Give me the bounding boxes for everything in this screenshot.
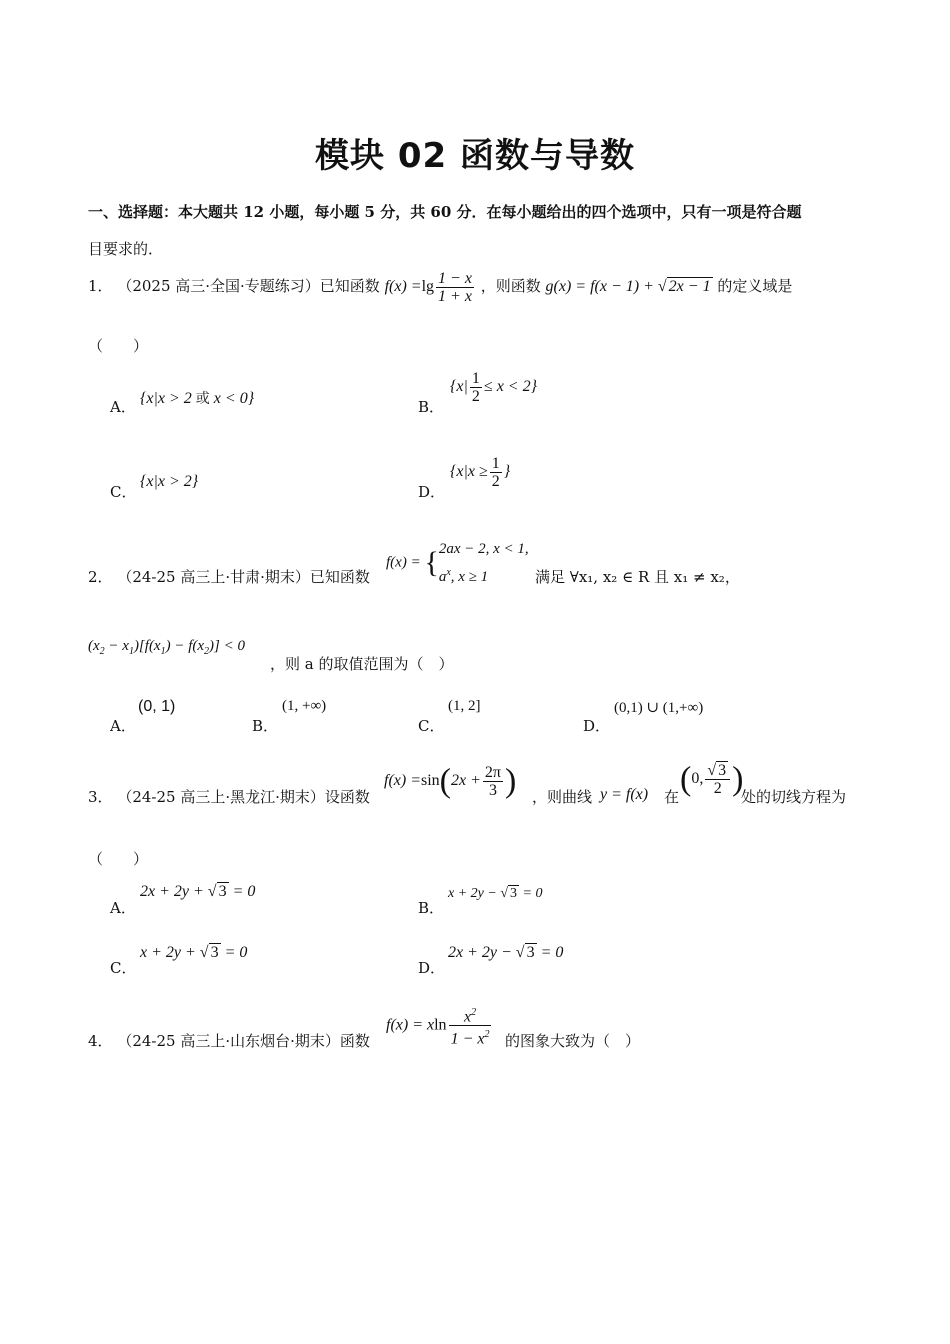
question-3-option-b-math[interactable]: x + 2y − √ 3 = 0 (448, 886, 543, 901)
question-2-number: 2． (88, 568, 113, 586)
question-3-mid-text: ，则曲线 (532, 788, 593, 806)
question-3-option-d-math[interactable]: 2x + 2y − √ 3 = 0 (448, 944, 564, 961)
question-2-option-a-label[interactable]: A． (110, 717, 136, 735)
question-1-option-b-math[interactable]: {x| $\frac{1}{2}$ ≤ x < 2} (450, 370, 537, 405)
question-1-function-g: g(x) = f(x − 1) + √ 2x − 1 (545, 278, 711, 296)
question-2-inequality: $(x_2 - x_1)[f(x_1) - f(x_2)] < 0$ (88, 638, 245, 657)
question-4 (88, 1030, 370, 1051)
question-3-curve: y = f(x) (600, 786, 649, 803)
question-2-option-d-label[interactable]: D． (583, 717, 611, 735)
question-3-option-d-label[interactable]: D． (418, 959, 446, 977)
section-heading-line1: 一、选择题：本大题共 12 小题，每小题 5 分，共 60 分．在每小题给出的四个选项中，只有一项是符合题 (88, 203, 802, 221)
question-3-function-f: f(x) =sin(2x + $\frac{2\pi}{3}$ ) (384, 762, 517, 800)
question-4-number: 4． (88, 1032, 113, 1050)
question-2-option-d-math[interactable]: (0,1) ∪ (1,+∞) (614, 700, 704, 716)
question-3-paren: （ ） (88, 850, 149, 868)
question-4-source: （24-25 高三上·山东烟台·期末）函数 (117, 1032, 370, 1050)
question-3-option-a-math[interactable]: 2x + 2y + √ 3 = 0 (140, 883, 256, 900)
question-1-option-a-label[interactable]: A． (110, 398, 136, 416)
question-3 (88, 786, 370, 807)
question-1 (88, 270, 792, 305)
question-1-source: （2025 高三·全国·专题练习）已知函数 (117, 277, 380, 296)
question-2 (88, 566, 370, 587)
section-heading-line2: 目要求的． (88, 240, 164, 258)
question-2-condition: 满足 ∀x₁, x₂ ∈ R 且 x₁ ≠ x₂， (535, 568, 740, 586)
question-3-source: （24-25 高三上·黑龙江·期末）设函数 (117, 788, 370, 806)
question-1-option-b-label[interactable]: B． (418, 398, 445, 416)
question-4-end-text: 的图象大致为（ ） (505, 1032, 641, 1050)
question-2-option-c-label[interactable]: C． (418, 717, 445, 735)
question-3-option-a-label[interactable]: A． (110, 899, 136, 917)
question-2-source: （24-25 高三上·甘肃·期末）已知函数 (117, 568, 370, 586)
question-3-option-c-label[interactable]: C． (110, 959, 137, 977)
question-1-option-d-label[interactable]: D． (418, 483, 446, 501)
question-1-number: 1． (88, 277, 113, 296)
question-1-mid-text: ，则函数 (480, 277, 541, 296)
question-3-option-b-label[interactable]: B． (418, 899, 445, 917)
question-3-option-c-math[interactable]: x + 2y + √ 3 = 0 (140, 944, 248, 961)
question-2-piecewise-function: f(x) = { 2ax − 2, x < 1, $a^x$, x ≥ 1 (386, 541, 529, 585)
question-2-option-a-math[interactable]: (0, 1) (138, 698, 176, 715)
question-1-function-f: f(x) =lg $\frac{1 - x}{1 + x}$ (384, 270, 472, 305)
question-3-point: (0, $\frac{√ 3}{2}$ ) (680, 760, 744, 798)
question-2-option-c-math[interactable]: (1, 2] (448, 698, 481, 714)
question-2-end-text: ，则 a 的取值范围为（ ） (270, 655, 454, 673)
question-3-end-text: 处的切线方程为 (741, 788, 847, 806)
question-1-paren: （ ） (88, 337, 149, 355)
page-title: 模块 02 函数与导数 (315, 136, 635, 176)
question-1-option-c-math[interactable]: {x|x > 2} (140, 473, 199, 490)
question-1-end-text: 的定义域是 (717, 277, 793, 296)
question-2-option-b-label[interactable]: B． (252, 717, 279, 735)
question-3-number: 3． (88, 788, 113, 806)
question-4-function-f: f(x) = xln $\frac{x^2}{1 - x^2}$ (386, 1004, 493, 1048)
question-1-option-a-math[interactable]: {x|x > 2 或 x < 0} (140, 390, 255, 407)
question-1-option-c-label[interactable]: C． (110, 483, 137, 501)
question-2-option-b-math[interactable]: (1, +∞) (282, 698, 327, 714)
question-1-option-d-math[interactable]: {x|x ≥ $\frac{1}{2}$ } (450, 455, 511, 490)
question-3-at-text: 在 (664, 788, 680, 806)
